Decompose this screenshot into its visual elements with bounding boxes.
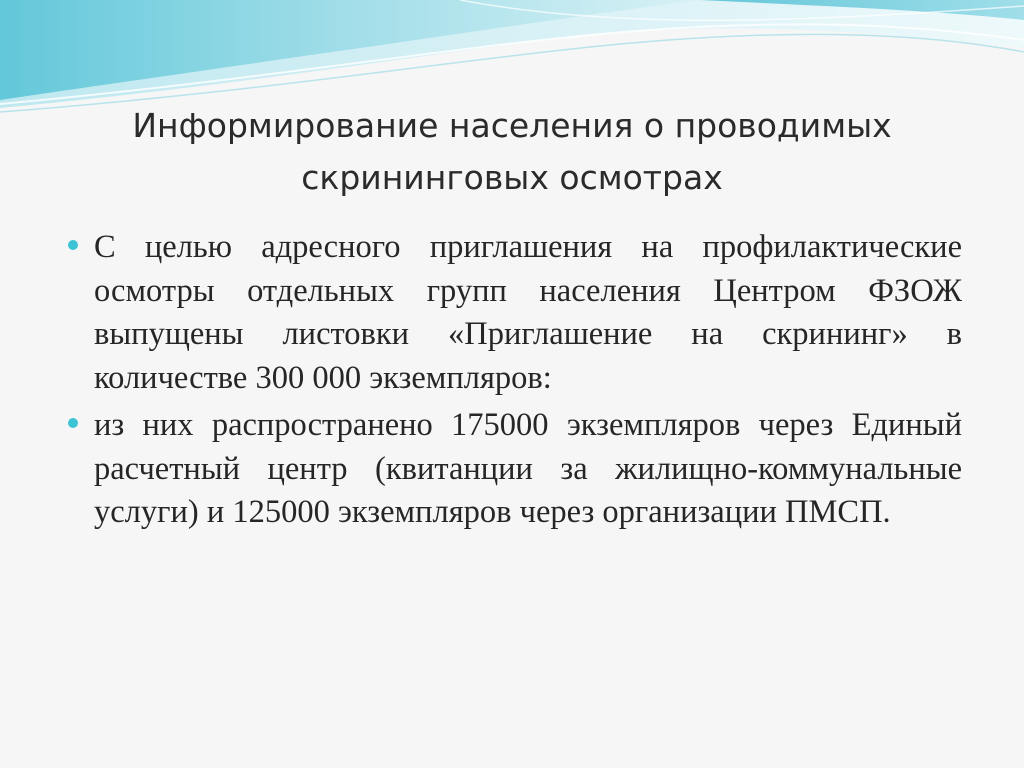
bullet-dot-icon xyxy=(68,240,78,250)
bullet-list xyxy=(64,226,962,539)
slide-title-line-2: скрининговых осмотрах xyxy=(301,158,723,197)
bullet-item xyxy=(64,404,962,535)
bullet-text: С целью адресного приглашения на профилактические осмотры отдельных групп населения Центром ФЗОЖ выпущены листовки «Приглашение на скрининг» в количестве 300 000 экземпляров: xyxy=(94,229,962,396)
slide-title xyxy=(40,100,984,204)
bullet-text: из них распространено 175000 экземпляров через Единый расчетный центр (квитанции за жилищно-коммунальные услуги) и 125000 экземпляров через организации ПМСП. xyxy=(94,407,962,530)
slide-title-line-1: Информирование населения о проводимых xyxy=(132,106,892,145)
bullet-item xyxy=(64,226,962,400)
bullet-dot-icon xyxy=(68,418,78,428)
